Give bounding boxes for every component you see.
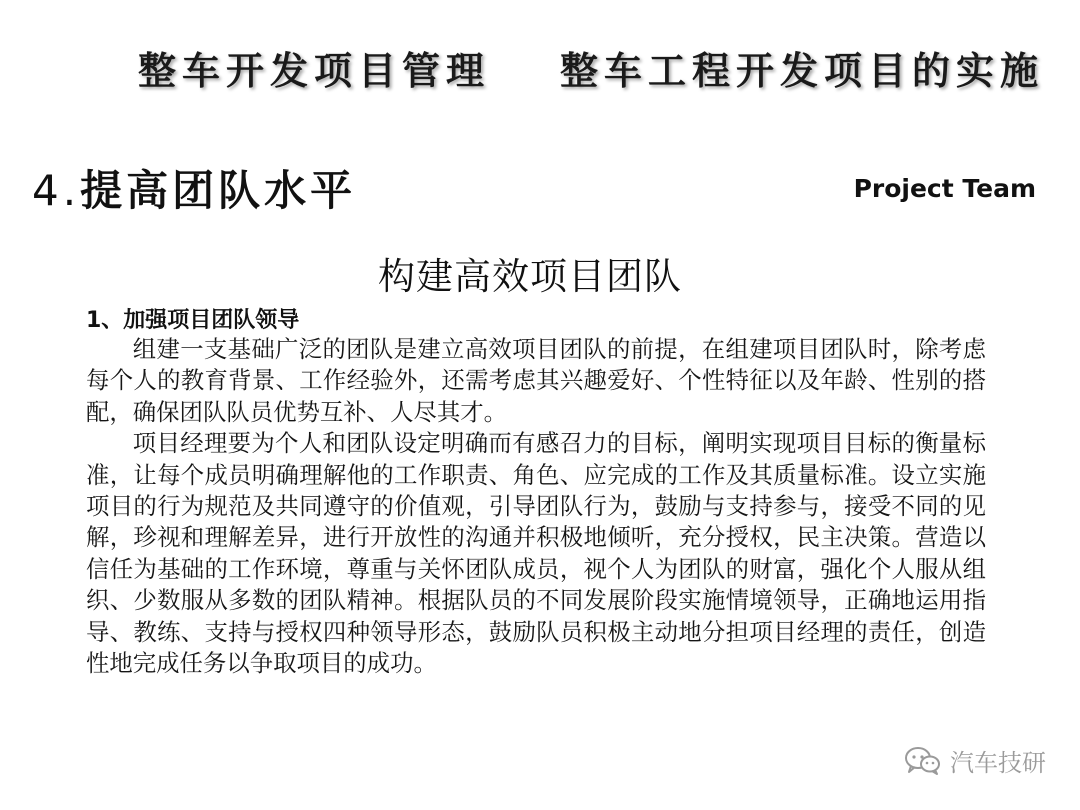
header-left-title: 整车开发项目管理 xyxy=(138,49,491,93)
watermark-text: 汽车技研 xyxy=(950,749,1046,777)
main-heading: 构建高效项目团队 xyxy=(378,255,682,298)
section-title xyxy=(32,158,356,218)
wechat-icon xyxy=(904,746,942,776)
watermark xyxy=(904,743,1046,778)
section-title-text: 提高团队水平 xyxy=(80,166,357,215)
header-right-title: 整车工程开发项目的实施 xyxy=(560,49,1045,93)
sub-heading: 1、加强项目团队领导 xyxy=(86,308,300,333)
paragraph-1: 组建一支基础广泛的团队是建立高效项目团队的前提，在组建项目团队时，除考虑每个人的教育背景、工作经验外，还需考虑其兴趣爱好、个性特征以及年龄、性别的搭配，确保团队队员优势互补、人尽其才。 xyxy=(86,335,986,426)
body-text xyxy=(86,334,986,679)
project-team-tag: Project Team xyxy=(853,174,1036,203)
paragraph-2: 项目经理要为个人和团队设定明确而有感召力的目标，阐明实现项目目标的衡量标准，让每个成员明确理解他的工作职责、角色、应完成的工作及其质量标准。设立实施项目的行为规范及共同遵守的价值观，引导团队行为，鼓励与支持参与，接受不同的见解，珍视和理解差异，进行开放性的沟通并积极地倾听，充分授权，民主决策。营造以信任为基础的工作环境，尊重与关怀团队成员，视个人为团队的财富，强化个人服从组织、少数服从多数的团队精神。根据队员的不同发展阶段实施情境领导，正确地运用指导、教练、支持与授权四种领导形态，鼓励队员积极主动地分担项目经理的责任，创造性地完成任务以争取项目的成功。 xyxy=(86,429,986,678)
section-number: 4. xyxy=(32,166,81,215)
